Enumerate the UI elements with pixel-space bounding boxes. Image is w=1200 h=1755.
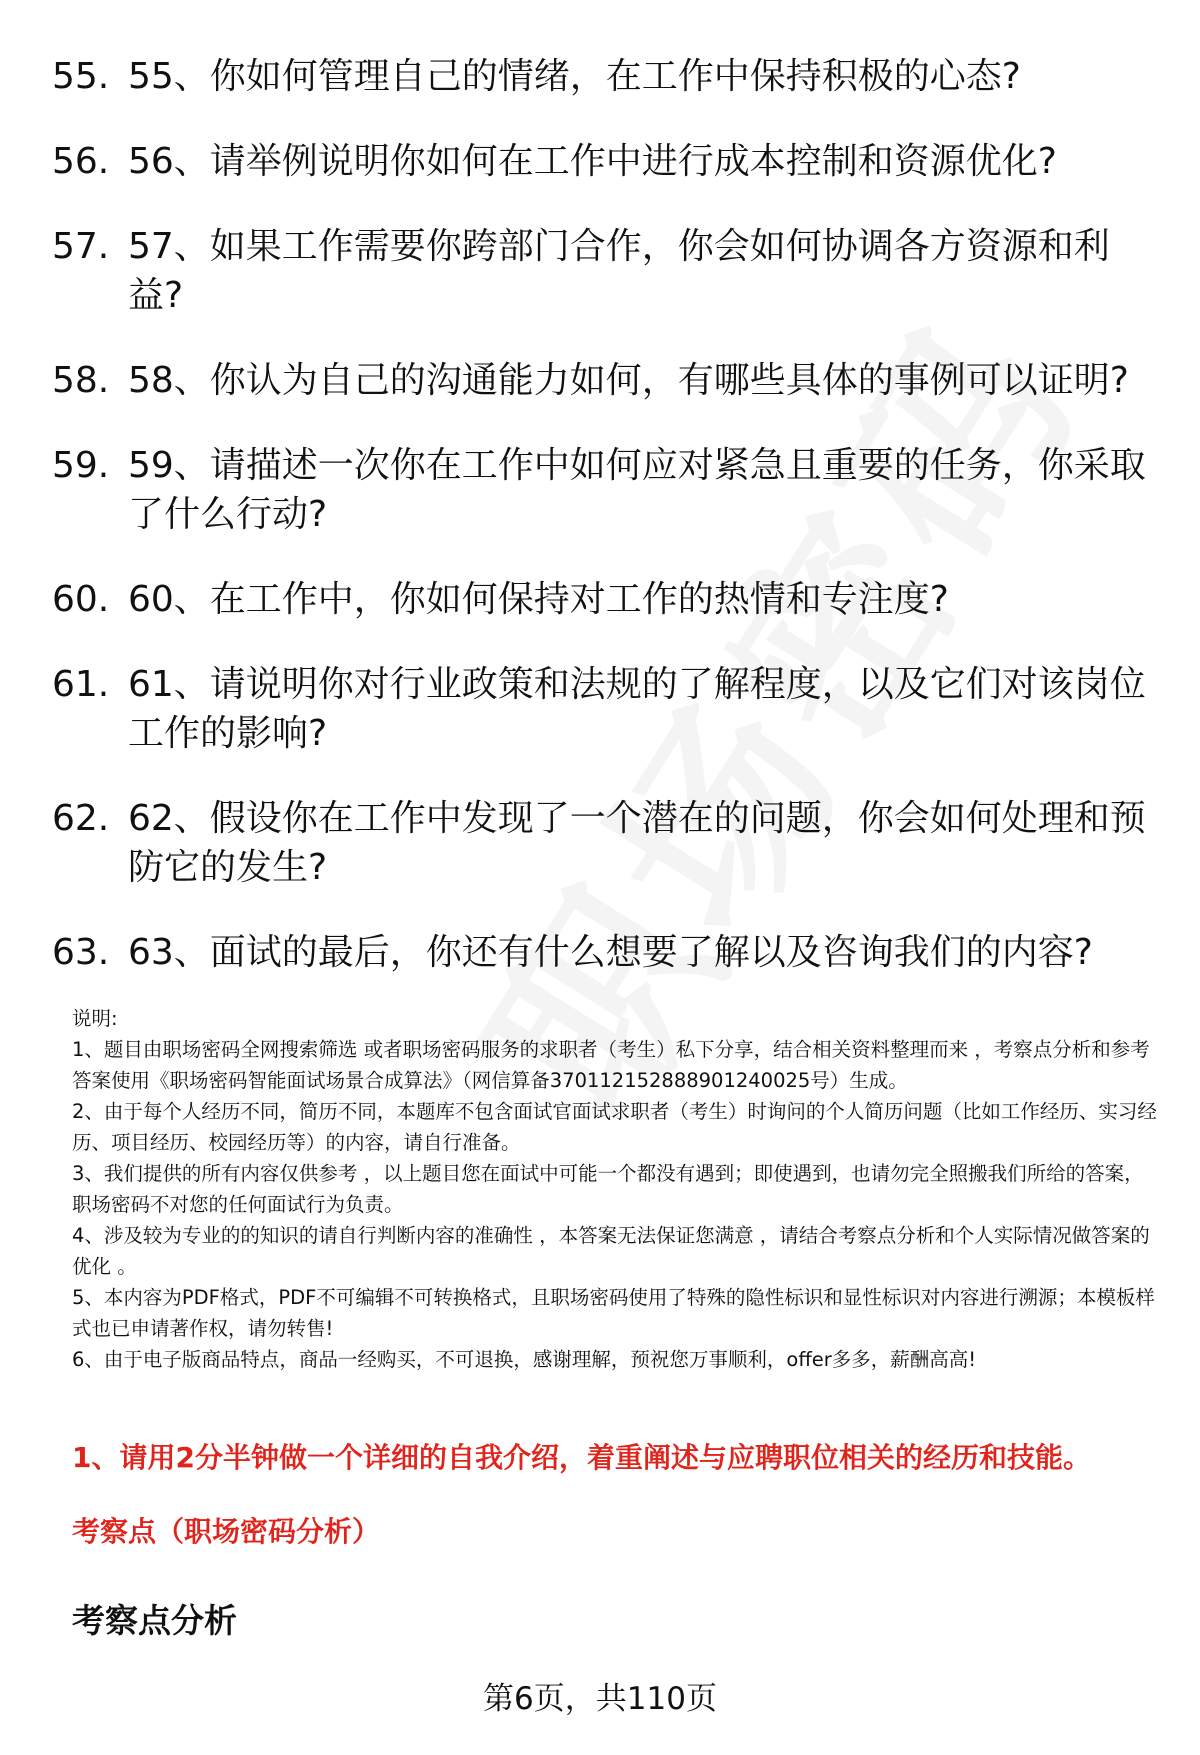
section-heading: 考察点分析 (72, 1601, 237, 1640)
list-item-number: 63. (52, 932, 110, 973)
list-item (0, 575, 1200, 624)
list-item (0, 52, 1200, 101)
list-item-text: 62、假设你在工作中发现了一个潜在的问题，你会如何处理和预防它的发生? (128, 798, 1146, 888)
list-item-text: 55、你如何管理自己的情绪，在工作中保持积极的心态? (128, 56, 1021, 97)
note-item: 4、涉及较为专业的的知识的请自行判断内容的准确性 ，本答案无法保证您满意 ，请结合考察点分析和个人实际情况做答案的优化 。 (72, 1224, 1150, 1278)
featured-question: 1、请用2分半钟做一个详细的自我介绍，着重阐述与应聘职位相关的经历和技能。 (72, 1441, 1091, 1474)
list-item-text: 56、请举例说明你如何在工作中进行成本控制和资源优化? (128, 141, 1057, 182)
note-item: 6、由于电子版商品特点，商品一经购买，不可退换，感谢理解，预祝您万事顺利，offer多多，薪酬高高! (72, 1348, 977, 1371)
list-item-number: 56. (52, 141, 110, 182)
list-item (0, 441, 1200, 539)
list-item-text: 60、在工作中，你如何保持对工作的热情和专注度? (128, 579, 949, 620)
list-item (0, 222, 1200, 320)
list-item-number: 61. (52, 664, 110, 705)
note-item: 1、题目由职场密码全网搜索筛选 或者职场密码服务的求职者（考生）私下分享，结合相关资料整理而来 ，考察点分析和参考答案使用《职场密码智能面试场景合成算法》（网信算备370112152888901240025号）生成。 (72, 1038, 1150, 1092)
list-item (0, 356, 1200, 405)
notes-title: 说明: (72, 1007, 118, 1030)
note-item: 3、我们提供的所有内容仅供参考 ，以上题目您在面试中可能一个都没有遇到；即使遇到，也请勿完全照搬我们所给的答案，职场密码不对您的任何面试行为负责。 (72, 1162, 1144, 1216)
note-item: 2、由于每个人经历不同，简历不同，本题库不包含面试官面试求职者（考生）时询问的个人简历问题（比如工作经历、实习经历、项目经历、校园经历等）的内容，请自行准备。 (72, 1100, 1157, 1154)
list-item (0, 928, 1200, 977)
list-item (0, 794, 1200, 892)
list-item-number: 59. (52, 445, 110, 486)
analysis-label: 考察点（职场密码分析） (72, 1515, 381, 1548)
question-list (0, 52, 1200, 1013)
list-item-text: 63、面试的最后，你还有什么想要了解以及咨询我们的内容? (128, 932, 1093, 973)
page-number: 第6页，共110页 (483, 1681, 717, 1717)
list-item-number: 57. (52, 226, 110, 267)
list-item-number: 62. (52, 798, 110, 839)
list-item-text: 58、你认为自己的沟通能力如何，有哪些具体的事例可以证明? (128, 360, 1129, 401)
notes-section (72, 1003, 1162, 1375)
list-item-text: 57、如果工作需要你跨部门合作，你会如何协调各方资源和利益? (128, 226, 1110, 316)
list-item-number: 55. (52, 56, 110, 97)
list-item-number: 60. (52, 579, 110, 620)
list-item-text: 59、请描述一次你在工作中如何应对紧急且重要的任务，你采取了什么行动? (128, 445, 1146, 535)
list-item (0, 137, 1200, 186)
list-item-number: 58. (52, 360, 110, 401)
list-item (0, 660, 1200, 758)
note-item: 5、本内容为PDF格式，PDF不可编辑不可转换格式，且职场密码使用了特殊的隐性标识和显性标识对内容进行溯源；本模板样式也已申请著作权，请勿转售! (72, 1286, 1155, 1340)
list-item-text: 61、请说明你对行业政策和法规的了解程度，以及它们对该岗位工作的影响? (128, 664, 1146, 754)
